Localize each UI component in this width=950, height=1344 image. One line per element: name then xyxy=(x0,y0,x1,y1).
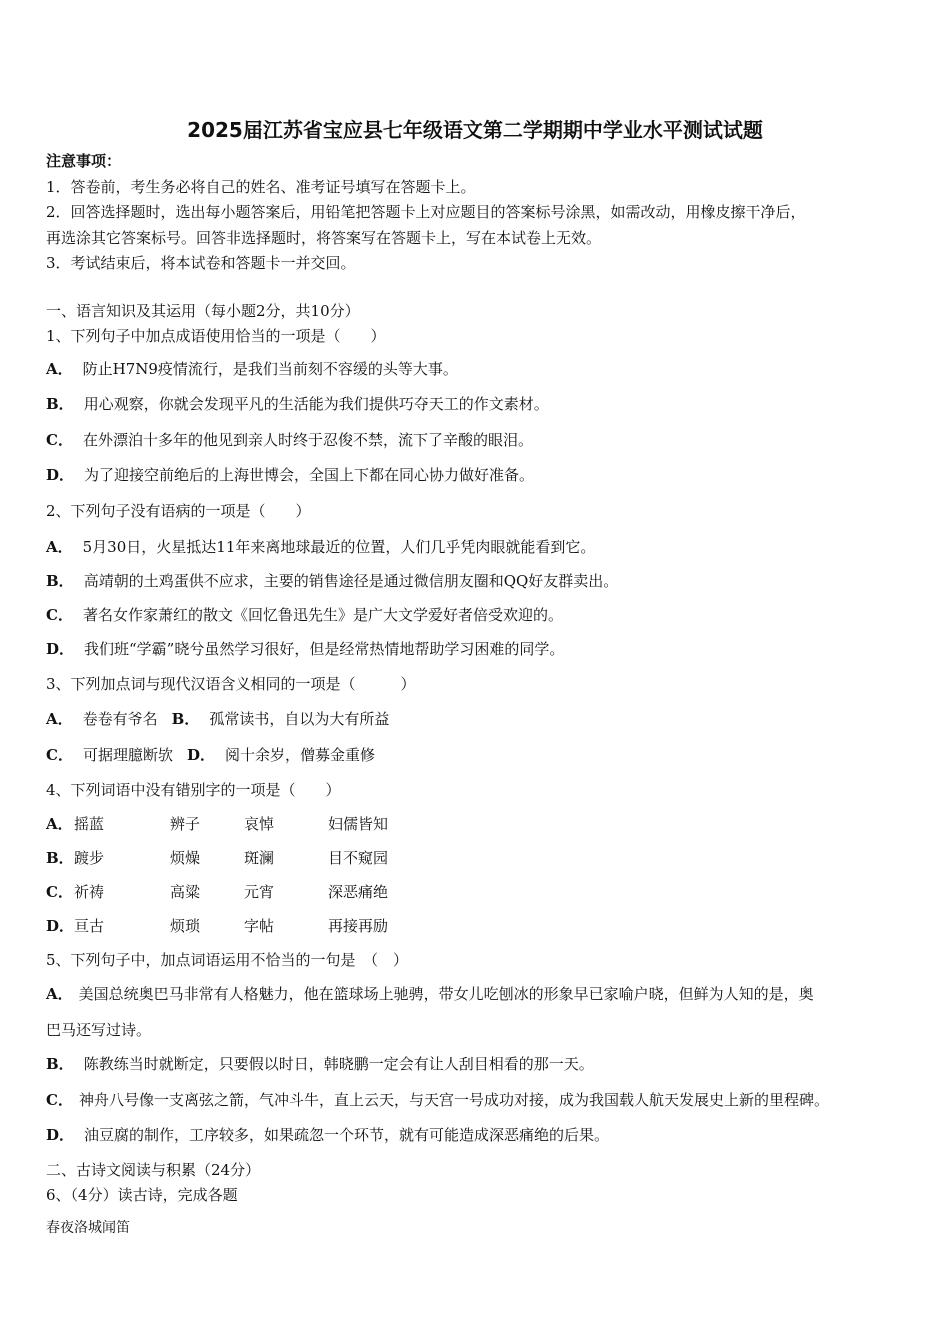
word-row xyxy=(46,882,438,902)
question-stem: 6、（4分）读古诗，完成各题 xyxy=(46,1186,238,1204)
word-row xyxy=(46,814,438,834)
option-letter: D． xyxy=(46,640,75,658)
option-letter: C． xyxy=(46,883,73,901)
option-text: 油豆腐的制作，工序较多，如果疏忽一个环节，就有可能造成深恶痛绝的后果。 xyxy=(84,1126,610,1144)
question-stem: 5、下列句子中，加点词语运用不恰当的一句是 （ ） xyxy=(46,951,409,969)
word: 斑澜 xyxy=(244,849,275,867)
option-line xyxy=(46,605,563,625)
option-letter: A． xyxy=(46,360,73,378)
word: 烦琐 xyxy=(170,917,201,935)
option-letter: A． xyxy=(46,710,73,728)
option-letter: A． xyxy=(46,815,73,833)
option-line xyxy=(46,359,458,379)
word-row xyxy=(46,916,438,936)
option-text: 著名女作家萧红的散文《回忆鲁迅先生》是广大文学爱好者倍受欢迎的。 xyxy=(82,606,563,624)
option-text: 5月30日，火星抵达11年来离地球最近的位置，人们几乎凭肉眼就能看到它。 xyxy=(82,538,596,556)
notice-item: 3．考试结束后，将本试卷和答题卡一并交回。 xyxy=(46,254,356,272)
word-row xyxy=(46,848,438,868)
page-title: 2025届江苏省宝应县七年级语文第二学期期中学业水平测试试题 xyxy=(187,118,763,142)
option-text: 用心观察，你就会发现平凡的生活能为我们提供巧夺天工的作文素材。 xyxy=(83,395,549,413)
option-text: 阅十余岁，僧募金重修 xyxy=(224,746,375,764)
option-letter: A． xyxy=(46,538,73,556)
notice-item: 2．回答选择题时，选出每小题答案后，用铅笔把答题卡上对应题目的答案标号涂黑，如需改动，用橡皮擦干净后， xyxy=(46,203,806,221)
option-continuation: 巴马还写过诗。 xyxy=(46,1021,152,1039)
option-text: 在外漂泊十多年的他见到亲人时终于忍俊不禁，流下了辛酸的眼泪。 xyxy=(82,431,533,449)
word: 高粱 xyxy=(170,883,201,901)
word: 辨子 xyxy=(170,815,201,833)
poem-title: 春夜洛城闻笛 xyxy=(46,1220,130,1236)
question-stem: 3、下列加点词与现代汉语含义相同的一项是（ ） xyxy=(46,675,416,693)
word: 摇蓝 xyxy=(74,815,105,833)
option-letter: B． xyxy=(46,849,74,867)
word: 亘古 xyxy=(74,917,105,935)
word: 踱步 xyxy=(74,849,105,867)
option-letter: B． xyxy=(46,1055,74,1073)
option-letter: D． xyxy=(46,466,75,484)
option-letter: D． xyxy=(46,1126,75,1144)
word: 字帖 xyxy=(244,917,275,935)
section-heading: 一、语言知识及其运用（每小题2分，共10分） xyxy=(46,302,360,320)
option-letter: B． xyxy=(171,710,200,728)
word: 目不窥园 xyxy=(328,849,389,867)
word: 哀悼 xyxy=(244,815,275,833)
option-text: 可据理臆断欤 xyxy=(82,746,173,764)
option-text: 神舟八号像一支离弦之箭，气冲斗牛，直上云天，与天宫一号成功对接，成为我国载人航天发展史上新的里程碑。 xyxy=(78,1091,829,1109)
option-letter: C． xyxy=(46,746,73,764)
option-letter: C． xyxy=(46,431,73,449)
question-stem: 2、下列句子没有语病的一项是（ ） xyxy=(46,502,311,520)
option-line xyxy=(46,465,534,485)
option-letter: C． xyxy=(46,606,73,624)
option-text: 为了迎接空前绝后的上海世博会，全国上下都在同心协力做好准备。 xyxy=(84,466,535,484)
question-stem: 1、下列句子中加点成语使用恰当的一项是（ ） xyxy=(46,327,386,345)
option-text: 陈教练当时就断定，只要假以时日，韩晓鹏一定会有让人刮目相看的那一天。 xyxy=(83,1055,594,1073)
option-text: 孤常读书，自以为大有所益 xyxy=(209,710,390,728)
option-line xyxy=(46,1090,829,1110)
section-heading: 二、古诗文阅读与积累（24分） xyxy=(46,1161,261,1179)
option-pair xyxy=(46,709,389,729)
word: 妇儒皆知 xyxy=(328,815,389,833)
option-letter: B． xyxy=(46,572,74,590)
notice-heading: 注意事项： xyxy=(46,152,122,170)
option-line xyxy=(46,394,549,414)
option-letter: A． xyxy=(46,985,73,1003)
option-letter: D． xyxy=(186,746,215,764)
option-letter: B． xyxy=(46,395,74,413)
option-text: 卷卷有爷名 xyxy=(82,710,158,728)
word: 深恶痛绝 xyxy=(328,883,389,901)
option-line xyxy=(46,639,564,659)
word: 祈祷 xyxy=(74,883,105,901)
word: 元宵 xyxy=(244,883,275,901)
option-line xyxy=(46,430,533,450)
option-line xyxy=(46,1054,594,1074)
option-letter: D． xyxy=(46,917,75,935)
option-text: 我们班“学霸”晓兮虽然学习很好，但是经常热情地帮助学习困难的同学。 xyxy=(84,640,565,658)
notice-item: 再选涂其它答案标号。回答非选择题时，将答案写在答题卡上，写在本试卷上无效。 xyxy=(46,229,602,247)
option-line xyxy=(46,1125,609,1145)
notice-item: 1．答卷前，考生务必将自己的姓名、准考证号填写在答题卡上。 xyxy=(46,178,476,196)
option-text: 高靖朝的土鸡蛋供不应求，主要的销售途径是通过微信朋友圈和QQ好友群卖出。 xyxy=(83,572,619,590)
option-line xyxy=(46,984,814,1004)
option-letter: C． xyxy=(46,1091,73,1109)
question-stem: 4、下列词语中没有错别字的一项是（ ） xyxy=(46,781,341,799)
option-pair xyxy=(46,745,375,765)
option-text: 美国总统奥巴马非常有人格魅力，他在篮球场上驰骋，带女儿吃刨冰的形象早已家喻户晓，但鲜为人知的是，奥 xyxy=(78,985,814,1003)
word: 再接再励 xyxy=(328,917,389,935)
option-text: 防止H7N9疫情流行，是我们当前刻不容缓的头等大事。 xyxy=(82,360,458,378)
option-line xyxy=(46,571,618,591)
option-line xyxy=(46,537,595,557)
word: 烦燥 xyxy=(170,849,201,867)
